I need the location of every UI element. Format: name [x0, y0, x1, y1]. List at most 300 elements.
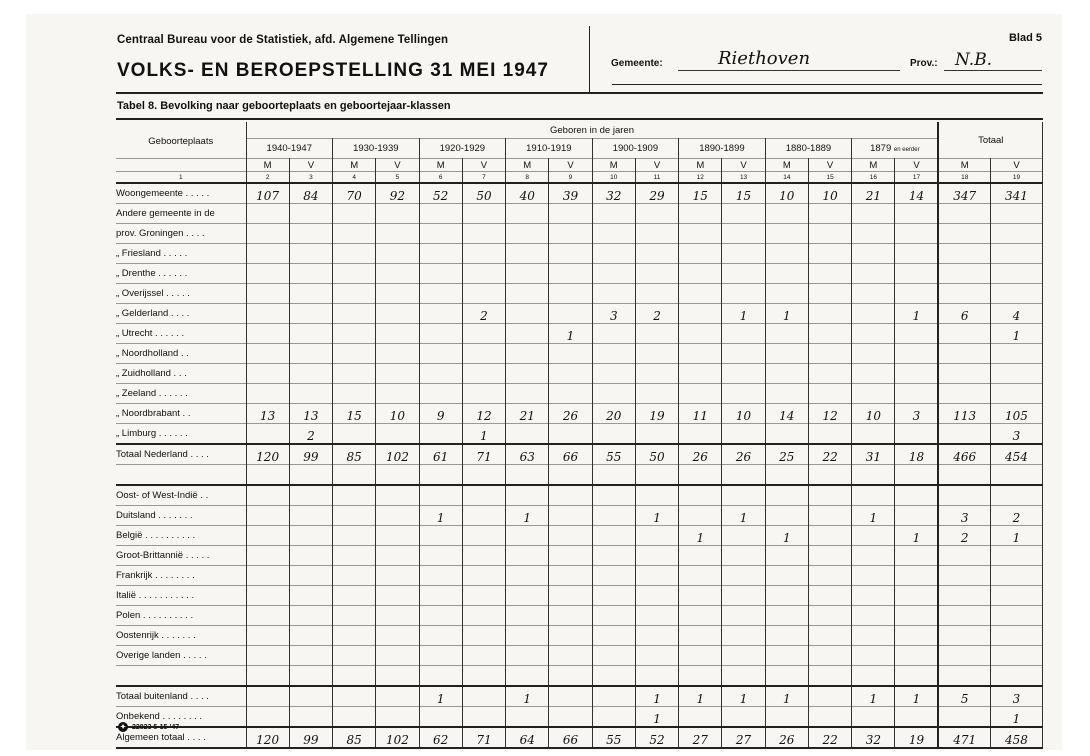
cell-value — [289, 666, 332, 687]
cell-value — [938, 324, 990, 344]
cell-value — [376, 485, 419, 506]
cell-value — [246, 304, 289, 324]
cell-value: 3 — [938, 506, 990, 526]
cell-value — [246, 344, 289, 364]
header-rule — [116, 92, 1043, 94]
cell-value — [808, 646, 851, 666]
cell-value — [246, 264, 289, 284]
cell-value — [506, 646, 549, 666]
cell-value — [549, 646, 592, 666]
cell-value — [635, 284, 678, 304]
row-label: „ Gelderland . . . . — [116, 304, 246, 324]
v-header: V — [376, 159, 419, 172]
table-row — [116, 364, 1043, 384]
period-header: 1900-1909 — [592, 139, 679, 159]
cell-value — [990, 606, 1042, 626]
cell-value — [289, 384, 332, 404]
cell-value — [765, 626, 808, 646]
cell-value — [679, 566, 722, 586]
cell-value — [808, 384, 851, 404]
cell-value: 70 — [333, 183, 376, 204]
cell-value — [549, 264, 592, 284]
cell-value — [895, 626, 939, 646]
cell-value — [549, 686, 592, 707]
cell-value — [722, 244, 765, 264]
cell-value: 21 — [852, 183, 895, 204]
cell-value: 1 — [679, 526, 722, 546]
cell-value — [895, 324, 939, 344]
cell-value — [549, 284, 592, 304]
cell-value: 1 — [895, 526, 939, 546]
cell-value — [592, 344, 635, 364]
cell-value — [549, 666, 592, 687]
cell-value — [679, 264, 722, 284]
cell-value — [462, 284, 505, 304]
table-row — [116, 465, 1043, 486]
cell-value: 347 — [938, 183, 990, 204]
cell-value: 20 — [592, 404, 635, 424]
cell-value — [938, 485, 990, 506]
cell-value — [506, 304, 549, 324]
cell-value — [808, 244, 851, 264]
cell-value — [376, 586, 419, 606]
cell-value — [592, 546, 635, 566]
cell-value — [852, 284, 895, 304]
cell-value — [376, 264, 419, 284]
cell-value — [765, 666, 808, 687]
cell-value — [376, 666, 419, 687]
cell-value — [938, 707, 990, 728]
cell-value — [289, 264, 332, 284]
cell-value — [852, 264, 895, 284]
cell-value — [333, 586, 376, 606]
cell-value: 2 — [462, 304, 505, 324]
cell-value — [246, 204, 289, 224]
cell-value — [765, 324, 808, 344]
cell-value — [808, 284, 851, 304]
cell-value — [333, 284, 376, 304]
cell-value: 13 — [289, 404, 332, 424]
cell-value — [289, 324, 332, 344]
cell-value — [679, 324, 722, 344]
cell-value — [376, 324, 419, 344]
cell-value — [376, 224, 419, 244]
row-label: Totaal Nederland . . . . — [116, 444, 246, 465]
cell-value — [419, 264, 462, 284]
column-number: 14 — [765, 172, 808, 184]
cell-value — [722, 424, 765, 445]
cell-value — [549, 707, 592, 728]
row-label: Groot-Brittannië . . . . . — [116, 546, 246, 566]
cell-value — [635, 626, 678, 646]
cell-value — [938, 424, 990, 445]
cell-value — [808, 586, 851, 606]
table-row — [116, 646, 1043, 666]
cell-value — [333, 666, 376, 687]
gemeente-rule — [612, 84, 1042, 85]
header-divider — [589, 26, 590, 94]
table-row — [116, 526, 1043, 546]
cell-value — [246, 224, 289, 244]
cell-value — [462, 506, 505, 526]
cell-value: 9 — [419, 404, 462, 424]
cell-value — [462, 546, 505, 566]
cell-value — [592, 465, 635, 486]
cell-value: 21 — [506, 404, 549, 424]
cell-value — [722, 284, 765, 304]
cell-value — [462, 224, 505, 244]
cell-value — [808, 485, 851, 506]
cell-value — [990, 465, 1042, 486]
cell-value — [765, 344, 808, 364]
cell-value — [765, 384, 808, 404]
cell-value — [462, 244, 505, 264]
cell-value — [592, 284, 635, 304]
cell-value — [506, 666, 549, 687]
cell-value: 26 — [765, 727, 808, 748]
cell-value: 92 — [376, 183, 419, 204]
cell-value — [419, 244, 462, 264]
column-number: 1 — [116, 172, 246, 184]
cell-value — [592, 626, 635, 646]
cell-value — [462, 646, 505, 666]
cell-value — [549, 526, 592, 546]
cell-value — [938, 626, 990, 646]
population-table — [116, 122, 1043, 749]
column-number: 6 — [419, 172, 462, 184]
cell-value — [419, 586, 462, 606]
cell-value — [895, 204, 939, 224]
table-row — [116, 404, 1043, 424]
table-row — [116, 606, 1043, 626]
cell-value — [679, 364, 722, 384]
period-year: 1879 — [870, 143, 892, 154]
footer — [118, 722, 179, 732]
cell-value: 1 — [722, 506, 765, 526]
cell-value: 1 — [990, 324, 1042, 344]
cell-value — [808, 506, 851, 526]
cell-value — [852, 566, 895, 586]
cell-value — [462, 204, 505, 224]
row-label: „ Limburg . . . . . . — [116, 424, 246, 445]
cell-value: 27 — [679, 727, 722, 748]
cell-value — [895, 224, 939, 244]
cell-value — [419, 526, 462, 546]
page-number: Blad 5 — [1008, 32, 1042, 44]
header-row-mv — [116, 159, 1043, 172]
cell-value — [549, 485, 592, 506]
table-row — [116, 666, 1043, 687]
v-header: V — [462, 159, 505, 172]
cell-value — [895, 707, 939, 728]
cell-value: 1 — [419, 506, 462, 526]
cell-value — [938, 546, 990, 566]
cell-value: 1 — [679, 686, 722, 707]
cell-value — [549, 424, 592, 445]
geboren-header: Geboren in de jaren — [246, 122, 938, 139]
period-header: 1930-1939 — [333, 139, 420, 159]
cell-value — [635, 485, 678, 506]
cell-value: 105 — [990, 404, 1042, 424]
cell-value — [808, 666, 851, 687]
cell-value — [462, 666, 505, 687]
cell-value — [938, 364, 990, 384]
cell-value: 15 — [722, 183, 765, 204]
cell-value: 1 — [765, 686, 808, 707]
cell-value — [938, 586, 990, 606]
cell-value — [938, 284, 990, 304]
cell-value — [549, 546, 592, 566]
table-row — [116, 707, 1043, 728]
table-row — [116, 686, 1043, 707]
cell-value — [722, 364, 765, 384]
cell-value — [592, 566, 635, 586]
cell-value — [246, 526, 289, 546]
printer-logo-icon: ✦ — [118, 722, 128, 732]
cell-value: 27 — [722, 727, 765, 748]
cell-value — [592, 384, 635, 404]
cell-value — [419, 666, 462, 687]
cell-value — [765, 546, 808, 566]
cell-value — [722, 606, 765, 626]
cell-value — [635, 666, 678, 687]
period-header: 1940-1947 — [246, 139, 333, 159]
row-label: „ Friesland . . . . . — [116, 244, 246, 264]
cell-value — [462, 384, 505, 404]
cell-value — [246, 606, 289, 626]
cell-value — [419, 224, 462, 244]
cell-value — [895, 546, 939, 566]
cell-value — [808, 424, 851, 445]
cell-value — [895, 264, 939, 284]
cell-value — [722, 384, 765, 404]
cell-value — [852, 707, 895, 728]
cell-value: 2 — [938, 526, 990, 546]
cell-value: 1 — [765, 526, 808, 546]
cell-value: 10 — [722, 404, 765, 424]
cell-value — [506, 626, 549, 646]
cell-value — [376, 244, 419, 264]
cell-value: 19 — [635, 404, 678, 424]
period-header-last — [852, 139, 939, 159]
cell-value — [419, 304, 462, 324]
cell-value — [506, 264, 549, 284]
cell-value: 1 — [506, 506, 549, 526]
cell-value — [549, 224, 592, 244]
cell-value — [462, 707, 505, 728]
cell-value — [419, 606, 462, 626]
cell-value — [376, 606, 419, 626]
cell-value — [333, 465, 376, 486]
row-label — [116, 465, 246, 486]
cell-value — [462, 686, 505, 707]
cell-value: 52 — [419, 183, 462, 204]
cell-value — [765, 586, 808, 606]
column-number: 17 — [895, 172, 939, 184]
cell-value: 1 — [722, 686, 765, 707]
cell-value: 1 — [635, 707, 678, 728]
cell-value — [765, 566, 808, 586]
cell-value: 1 — [990, 526, 1042, 546]
cell-value — [549, 586, 592, 606]
cell-value — [990, 224, 1042, 244]
cell-value — [679, 485, 722, 506]
cell-value: 10 — [376, 404, 419, 424]
m-header: M — [938, 159, 990, 172]
cell-value — [852, 586, 895, 606]
cell-value — [462, 586, 505, 606]
cell-value — [808, 546, 851, 566]
cell-value — [376, 646, 419, 666]
row-label: „ Noordbrabant . . — [116, 404, 246, 424]
cell-value — [333, 686, 376, 707]
cell-value — [895, 284, 939, 304]
column-number: 10 — [592, 172, 635, 184]
cell-value — [765, 506, 808, 526]
table-row — [116, 204, 1043, 224]
cell-value — [765, 465, 808, 486]
cell-value: 15 — [333, 404, 376, 424]
cell-value — [938, 344, 990, 364]
row-label: Algemeen totaal . . . . — [116, 727, 246, 748]
cell-value — [246, 566, 289, 586]
cell-value — [462, 364, 505, 384]
cell-value — [765, 284, 808, 304]
table-row — [116, 284, 1043, 304]
cell-value — [990, 546, 1042, 566]
row-label: „ Utrecht . . . . . . — [116, 324, 246, 344]
cell-value: 32 — [592, 183, 635, 204]
cell-value — [462, 324, 505, 344]
cell-value — [808, 686, 851, 707]
cell-value — [333, 384, 376, 404]
cell-value — [852, 606, 895, 626]
table-row — [116, 224, 1043, 244]
cell-value — [938, 244, 990, 264]
cell-value: 3 — [990, 686, 1042, 707]
cell-value — [289, 304, 332, 324]
table-row — [116, 444, 1043, 465]
table-row — [116, 506, 1043, 526]
column-number: 7 — [462, 172, 505, 184]
cell-value: 6 — [938, 304, 990, 324]
cell-value — [419, 384, 462, 404]
cell-value — [333, 344, 376, 364]
cell-value — [246, 244, 289, 264]
cell-value: 85 — [333, 727, 376, 748]
column-number: 5 — [376, 172, 419, 184]
cell-value — [722, 566, 765, 586]
cell-value: 50 — [462, 183, 505, 204]
table-row — [116, 626, 1043, 646]
prov-underline — [944, 70, 1042, 71]
cell-value: 454 — [990, 444, 1042, 465]
cell-value: 1 — [635, 506, 678, 526]
cell-value — [679, 586, 722, 606]
row-label: Oost- of West-Indië . . — [116, 485, 246, 506]
cell-value — [635, 324, 678, 344]
cell-value: 12 — [808, 404, 851, 424]
cell-value — [506, 606, 549, 626]
cell-value — [506, 465, 549, 486]
column-number: 12 — [679, 172, 722, 184]
cell-value — [419, 284, 462, 304]
cell-value: 341 — [990, 183, 1042, 204]
cell-value — [376, 626, 419, 646]
cell-value: 10 — [765, 183, 808, 204]
cell-value — [376, 506, 419, 526]
column-number: 19 — [990, 172, 1042, 184]
cell-value — [635, 526, 678, 546]
cell-value — [246, 384, 289, 404]
column-number: 15 — [808, 172, 851, 184]
cell-value — [938, 384, 990, 404]
column-number: 13 — [722, 172, 765, 184]
cell-value — [990, 284, 1042, 304]
cell-value — [722, 264, 765, 284]
cell-value — [635, 646, 678, 666]
cell-value: 26 — [722, 444, 765, 465]
m-header: M — [592, 159, 635, 172]
cell-value — [419, 344, 462, 364]
cell-value — [765, 364, 808, 384]
cell-value — [549, 384, 592, 404]
cell-value — [852, 344, 895, 364]
cell-value — [592, 224, 635, 244]
cell-value: 11 — [679, 404, 722, 424]
cell-value: 55 — [592, 444, 635, 465]
table-row — [116, 264, 1043, 284]
cell-value — [722, 485, 765, 506]
cell-value — [419, 646, 462, 666]
cell-value: 1 — [419, 686, 462, 707]
column-number: 8 — [506, 172, 549, 184]
cell-value — [506, 546, 549, 566]
cell-value — [722, 666, 765, 687]
cell-value — [419, 485, 462, 506]
cell-value — [506, 384, 549, 404]
cell-value — [990, 586, 1042, 606]
cell-value — [246, 324, 289, 344]
cell-value — [506, 344, 549, 364]
cell-value — [895, 465, 939, 486]
cell-value — [376, 344, 419, 364]
row-label: Duitsland . . . . . . . — [116, 506, 246, 526]
cell-value — [635, 204, 678, 224]
cell-value — [722, 707, 765, 728]
cell-value — [506, 204, 549, 224]
cell-value — [635, 344, 678, 364]
cell-value — [289, 646, 332, 666]
period-header: 1890-1899 — [679, 139, 766, 159]
cell-value — [722, 626, 765, 646]
cell-value — [990, 244, 1042, 264]
cell-value: 13 — [246, 404, 289, 424]
cell-value — [938, 606, 990, 626]
cell-value — [852, 424, 895, 445]
cell-value: 120 — [246, 727, 289, 748]
cell-value — [462, 264, 505, 284]
column-number: 11 — [635, 172, 678, 184]
cell-value — [722, 646, 765, 666]
cell-value — [549, 244, 592, 264]
cell-value — [289, 204, 332, 224]
row-label: „ Zuidholland . . . — [116, 364, 246, 384]
cell-value — [419, 364, 462, 384]
cell-value — [462, 606, 505, 626]
cell-value — [938, 666, 990, 687]
cell-value — [990, 264, 1042, 284]
